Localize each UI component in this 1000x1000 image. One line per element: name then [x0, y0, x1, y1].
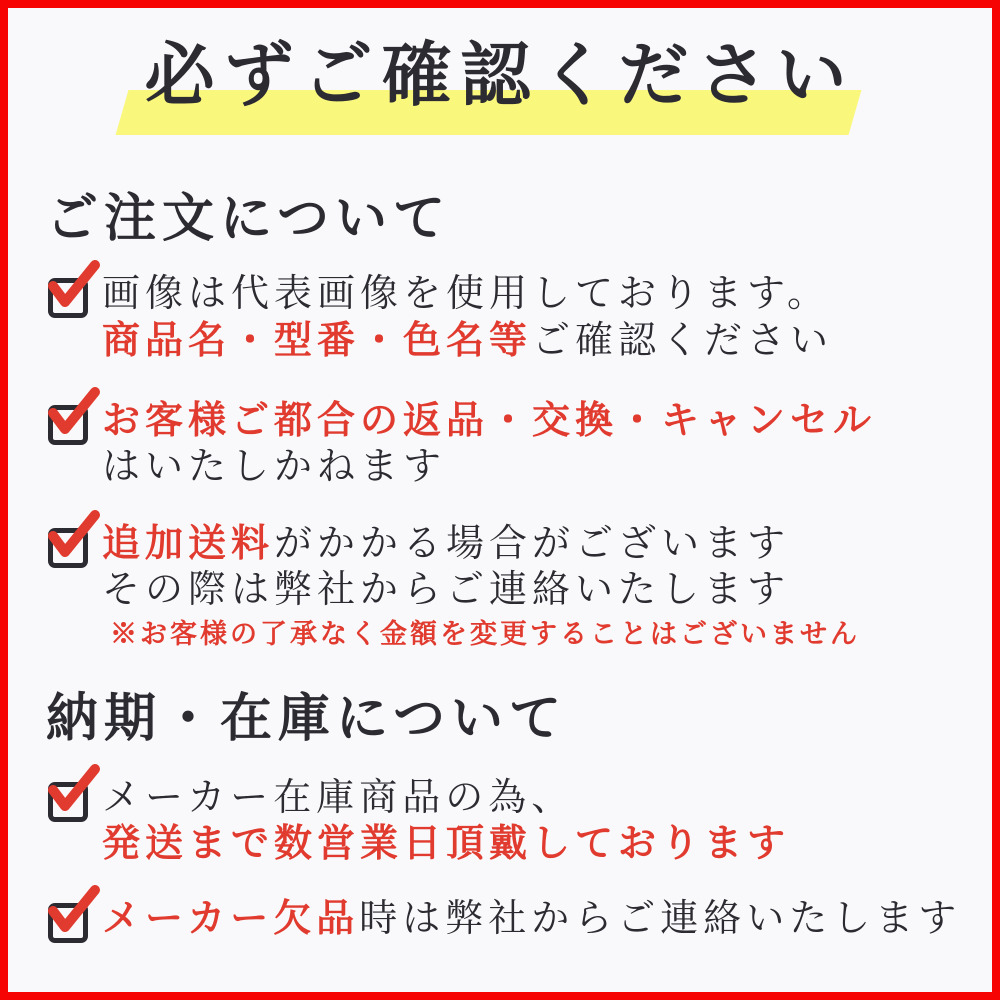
checklist-item: [46, 774, 964, 867]
item-text-segment-red: 発送まで数営業日頂戴しております: [102, 820, 791, 866]
red-checkmark-icon: [46, 510, 100, 560]
checklist-item: [46, 520, 964, 652]
item-text-segment: はいたしかねます: [102, 444, 447, 489]
item-line: [102, 820, 790, 866]
checked-checkbox-icon: [48, 777, 90, 821]
item-text: [102, 774, 790, 867]
item-text-segment: がかかる場合がございます: [274, 520, 791, 565]
checked-checkbox-icon: [48, 400, 90, 444]
checklist-item: [46, 270, 964, 363]
item-note: ※お客様の了承なく金額を変更することはございません: [110, 619, 860, 651]
checked-checkbox-icon: [48, 523, 90, 567]
item-text: [102, 397, 876, 490]
item-line: [102, 520, 860, 566]
item-text-segment-red: メーカー欠品: [102, 894, 360, 940]
section-heading-stock: 納期・在庫について: [46, 687, 567, 749]
item-text-segment: メーカー在庫商品の為、: [102, 775, 575, 820]
item-line: [102, 443, 876, 489]
item-line: [102, 895, 961, 941]
item-text: [102, 270, 833, 363]
item-text-segment-red: お客様ご都合の返品・交換・キャンセル: [102, 396, 877, 442]
item-line: [102, 566, 860, 612]
red-checkmark-icon: [46, 387, 100, 437]
section-heading-order: ご注文について: [46, 188, 451, 249]
item-line: [102, 397, 876, 443]
notice-content: [0, 190, 1000, 942]
item-text-segment-red: 追加送料: [102, 519, 275, 565]
item-line: [102, 270, 833, 316]
item-text: [102, 895, 961, 941]
item-line: [102, 317, 833, 363]
item-text: [102, 520, 860, 652]
item-text-segment: 画像は代表画像を使用しております。: [102, 271, 830, 316]
item-text-segment: ご確認ください: [532, 317, 834, 362]
checked-checkbox-icon: [48, 898, 90, 942]
checklist-item: [46, 895, 964, 942]
item-text-segment-red: 商品名・型番・色名等: [102, 316, 533, 362]
red-checkmark-icon: [46, 885, 100, 935]
page-title: 必ずご確認ください: [144, 33, 856, 116]
title-block: [0, 0, 1000, 140]
item-text-segment: 時は弊社からご連絡いたします: [359, 895, 962, 940]
checklist-item: [46, 397, 964, 490]
red-checkmark-icon: [46, 764, 100, 814]
item-text-segment: その際は弊社からご連絡いたします: [102, 567, 791, 612]
item-line: [102, 774, 790, 820]
red-checkmark-icon: [46, 260, 100, 310]
checked-checkbox-icon: [48, 273, 90, 317]
